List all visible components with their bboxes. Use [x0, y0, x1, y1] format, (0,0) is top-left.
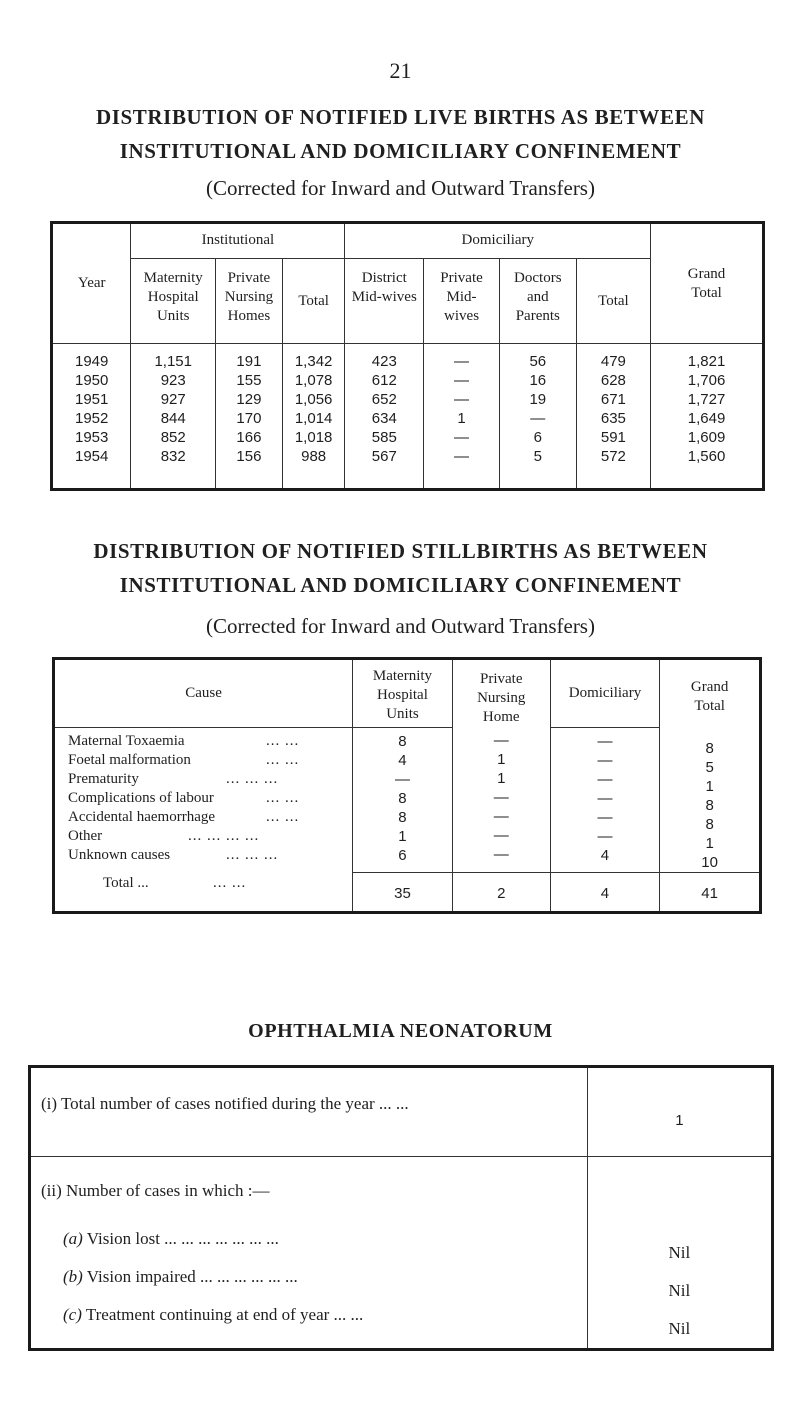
- table-cell: 56: [529, 353, 547, 370]
- dot-leader: ... ...: [266, 789, 300, 806]
- cause-label: Unknown causes: [68, 846, 171, 863]
- ophthalmia-value: Nil: [668, 1319, 691, 1338]
- live-births-title-line2: INSTITUTIONAL AND DOMICILIARY CONFINEMENT: [119, 139, 682, 163]
- item-letter: (b): [63, 1267, 83, 1286]
- table-cell: —: [454, 353, 470, 370]
- col-maternity: [353, 727, 453, 873]
- col-dom-total: [576, 344, 650, 490]
- table-cell: 591: [600, 429, 626, 446]
- table-cell: 628: [600, 372, 626, 389]
- ophthalmia-row1-label: (i) Total number of cases notified during the year ... ...: [30, 1067, 588, 1157]
- col-private-midwives: [424, 344, 500, 490]
- table-cell: 1,151: [154, 353, 192, 370]
- table-cell: 423: [371, 353, 397, 370]
- table-cell: —: [597, 808, 613, 826]
- col-cause-header: Cause: [54, 659, 353, 728]
- subheader-doctors-parents: Doctors and Parents: [499, 259, 576, 344]
- cause-label: Complications of labour: [68, 789, 214, 806]
- table-cell: 1,706: [687, 372, 726, 389]
- table-cell: 5: [533, 448, 542, 465]
- table-cell: 8: [705, 797, 714, 814]
- table-cell: 8: [398, 808, 407, 826]
- col-year-header: Year: [52, 223, 131, 344]
- table-cell: 19: [529, 391, 547, 408]
- table-cell: 1: [497, 770, 506, 787]
- table-cell: 567: [371, 448, 397, 465]
- dot-leader: ... ... ...: [226, 770, 279, 787]
- table-cell: 5: [705, 759, 714, 776]
- domiciliary-header: Domiciliary: [345, 223, 651, 259]
- table-cell: —: [597, 827, 613, 845]
- table-cell: —: [454, 372, 470, 389]
- col-grand-total-header: Grand Total: [651, 223, 764, 344]
- table-cell: 832: [160, 448, 186, 465]
- table-cell: 652: [371, 391, 397, 408]
- cause-label: Foetal malformation: [68, 751, 191, 768]
- col-doctors-parents: [499, 344, 576, 490]
- dot-leader: ... ...: [266, 808, 300, 825]
- table-cell: 852: [160, 429, 186, 446]
- table-cell: 6: [398, 846, 407, 864]
- table-cell: 1,649: [687, 410, 726, 427]
- stillbirths-title-line1: DISTRIBUTION OF NOTIFIED STILLBIRTHS AS BETWEEN: [93, 539, 708, 563]
- item-letter: (a): [63, 1229, 83, 1248]
- table-cell: —: [493, 827, 509, 844]
- table-cell: 1,018: [294, 429, 333, 446]
- table-cell: —: [493, 789, 509, 806]
- subheader-maternity: Maternity Hospital Units: [131, 259, 216, 344]
- table-cell: —: [597, 751, 613, 769]
- subheader-dom-total: Total: [576, 259, 650, 344]
- col-grand-total-header: Grand Total: [660, 659, 761, 728]
- col-maternity-header: Maternity Hospital Units: [353, 659, 453, 728]
- cause-label: Prematurity: [68, 770, 139, 787]
- table-cell: 4: [398, 751, 407, 769]
- table-cell: 1,560: [687, 448, 726, 465]
- table-cell: —: [454, 448, 470, 465]
- table-cell: 634: [371, 410, 397, 427]
- table-cell: 585: [371, 429, 397, 446]
- table-cell: —: [597, 770, 613, 788]
- table-cell: 16: [529, 372, 547, 389]
- table-cell: 1: [497, 751, 506, 768]
- cause-row: [68, 789, 352, 808]
- total-grand-total: 41: [660, 873, 761, 913]
- table-cell: 1,342: [294, 353, 333, 370]
- total-private-nursing: 2: [452, 873, 550, 913]
- table-cell: 6: [533, 429, 542, 446]
- table-cell: 8: [705, 740, 714, 757]
- table-cell: —: [394, 770, 410, 788]
- table-cell: 156: [236, 448, 262, 465]
- table-cell: 1,727: [687, 391, 726, 408]
- ophthalmia-items: [41, 1220, 587, 1334]
- table-cell: —: [530, 410, 546, 427]
- col-cause: [54, 727, 353, 873]
- table-cell: 8: [398, 732, 407, 750]
- year-cell: 1952: [75, 410, 109, 427]
- table-cell: 166: [236, 429, 262, 446]
- cause-row: [68, 770, 352, 789]
- ophthalmia-item: [63, 1296, 587, 1334]
- table-cell: 1,056: [294, 391, 333, 408]
- table-cell: —: [597, 789, 613, 807]
- table-cell: 923: [160, 372, 186, 389]
- table-cell: 1,821: [687, 353, 726, 370]
- table-cell: 671: [600, 391, 626, 408]
- ophthalmia-value: Nil: [668, 1281, 691, 1300]
- table-cell: 191: [236, 353, 262, 370]
- stillbirths-title-line2: INSTITUTIONAL AND DOMICILIARY CONFINEMENT: [119, 573, 682, 597]
- table-cell: 1: [398, 827, 407, 845]
- cause-row: [68, 846, 352, 865]
- cause-label: Accidental haemorrhage: [68, 808, 216, 825]
- table-cell: 1,609: [687, 429, 726, 446]
- cause-row: [68, 751, 352, 770]
- item-label: Treatment continuing at end of year ... ...: [85, 1305, 364, 1324]
- table-cell: 1: [705, 778, 714, 795]
- table-cell: —: [454, 429, 470, 446]
- ophthalmia-values: [587, 1157, 772, 1350]
- col-domiciliary: [550, 727, 660, 873]
- total-maternity: 35: [353, 873, 453, 913]
- year-cell: 1949: [75, 353, 109, 370]
- live-births-table: [50, 221, 765, 491]
- col-private-nursing: [452, 727, 550, 873]
- table-cell: 612: [371, 372, 397, 389]
- cause-label: Other: [68, 827, 103, 844]
- ophthalmia-item: [63, 1258, 587, 1296]
- dot-leader: ... ...: [213, 874, 247, 891]
- table-cell: 8: [398, 789, 407, 807]
- table-cell: 927: [160, 391, 186, 408]
- table-cell: 1: [705, 835, 714, 852]
- col-domiciliary-header: Domiciliary: [550, 659, 660, 728]
- col-district-midwives: [345, 344, 424, 490]
- table-cell: —: [454, 391, 470, 408]
- ophthalmia-row2-label: (ii) Number of cases in which :—: [41, 1181, 270, 1200]
- year-cell: 1951: [75, 391, 109, 408]
- institutional-header: Institutional: [131, 223, 345, 259]
- table-cell: 479: [600, 353, 626, 370]
- subheader-inst-total: Total: [282, 259, 345, 344]
- year-cell: 1954: [75, 448, 109, 465]
- subheader-district-midwives: District Mid-wives: [345, 259, 424, 344]
- table-cell: —: [493, 808, 509, 825]
- table-cell: 8: [705, 816, 714, 833]
- ophthalmia-title: OPHTHALMIA NEONATORUM: [248, 1020, 553, 1042]
- stillbirths-subtitle: (Corrected for Inward and Outward Transfers): [206, 614, 595, 638]
- total-row-label: [54, 873, 353, 913]
- dot-leader: ... ... ... ...: [188, 827, 260, 844]
- year-cell: 1953: [75, 429, 109, 446]
- ophthalmia-row2: [30, 1157, 588, 1350]
- table-cell: 572: [600, 448, 626, 465]
- item-label: Vision lost ... ... ... ... ... ... ...: [86, 1229, 279, 1248]
- live-births-title-line1: DISTRIBUTION OF NOTIFIED LIVE BIRTHS AS BETWEEN: [95, 105, 705, 129]
- item-label: Vision impaired ... ... ... ... ... ...: [86, 1267, 298, 1286]
- table-cell: 988: [301, 448, 327, 465]
- ophthalmia-table: [28, 1065, 774, 1351]
- page-number: 21: [389, 58, 412, 83]
- cause-row: [68, 808, 352, 827]
- table-cell: —: [493, 846, 509, 863]
- table-cell: 1,014: [294, 410, 333, 427]
- table-cell: 635: [600, 410, 626, 427]
- year-cell: 1950: [75, 372, 109, 389]
- stillbirths-table: [52, 657, 762, 914]
- col-grand-total: [651, 344, 764, 490]
- ophthalmia-item: [63, 1220, 587, 1258]
- item-letter: (c): [63, 1305, 82, 1324]
- table-cell: 1,078: [294, 372, 333, 389]
- cause-label: Maternal Toxaemia: [68, 732, 185, 749]
- table-cell: —: [597, 732, 613, 750]
- live-births-subtitle: (Corrected for Inward and Outward Transfers): [206, 176, 595, 200]
- dot-leader: ... ...: [266, 751, 300, 768]
- dot-leader: ... ... ...: [226, 846, 279, 863]
- subheader-private-nursing: Private Nursing Homes: [216, 259, 283, 344]
- table-cell: 1: [457, 410, 466, 427]
- total-label: Total ...: [103, 874, 149, 891]
- col-maternity: [131, 344, 216, 490]
- cause-row: [68, 827, 352, 846]
- col-grand-total: [660, 727, 761, 873]
- col-private-nursing: [216, 344, 283, 490]
- cause-row: [68, 732, 352, 751]
- subheader-private-midwives: Private Mid-wives: [424, 259, 500, 344]
- table-cell: 170: [236, 410, 262, 427]
- ophthalmia-value: Nil: [668, 1243, 691, 1262]
- dot-leader: ... ...: [266, 732, 300, 749]
- table-cell: —: [493, 732, 509, 749]
- col-inst-total: [282, 344, 345, 490]
- col-year: [52, 344, 131, 490]
- table-cell: 844: [160, 410, 186, 427]
- table-cell: 155: [236, 372, 262, 389]
- col-private-nursing-header: Private Nursing Home: [452, 659, 550, 728]
- table-cell: 4: [600, 846, 610, 864]
- total-domiciliary: 4: [550, 873, 660, 913]
- table-cell: 10: [701, 854, 718, 871]
- table-cell: 129: [236, 391, 262, 408]
- ophthalmia-row1-value: 1: [587, 1067, 772, 1157]
